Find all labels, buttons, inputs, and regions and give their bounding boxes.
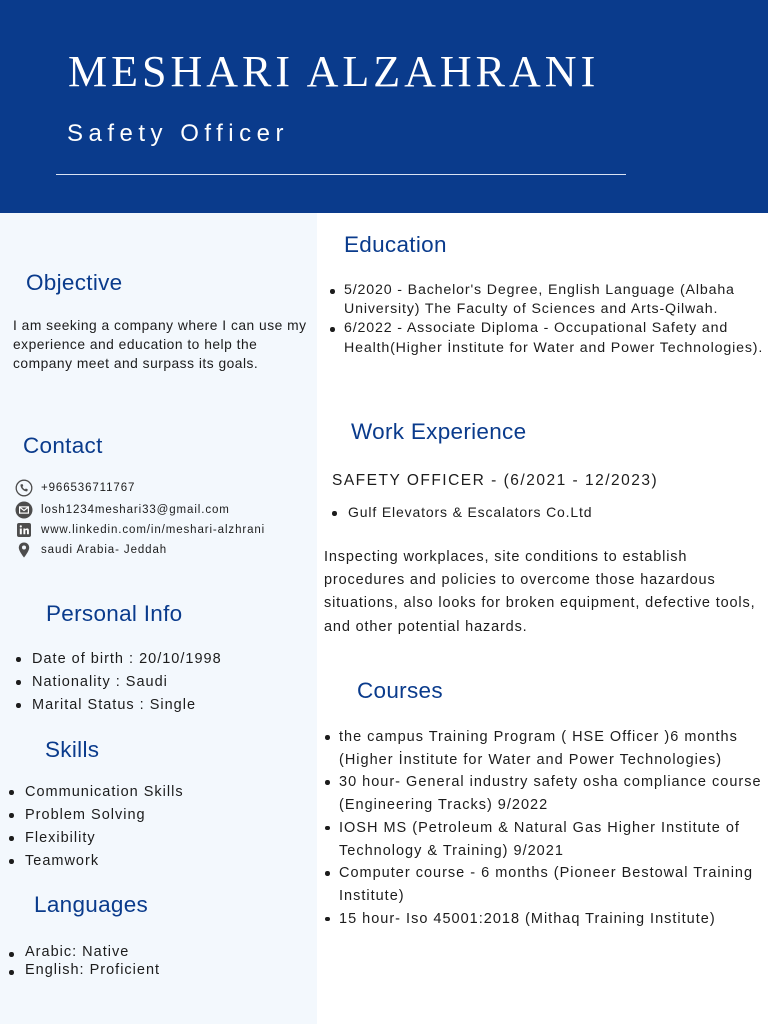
company-list bbox=[330, 502, 592, 522]
objective-heading: Objective bbox=[26, 270, 123, 295]
list-item: IOSH MS (Petroleum & Natural Gas Higher Institute of Technology & Training) 9/2021 bbox=[322, 817, 764, 862]
list-item: 5/2020 - Bachelor's Degree, English Language (Albaha University) The Faculty of Sciences and Arts-Qilwah. bbox=[324, 281, 764, 319]
company-name: Gulf Elevators & Escalators Co.Ltd bbox=[330, 502, 592, 522]
list-item: Date of birth : 20/10/1998 bbox=[14, 648, 222, 671]
skills-heading: Skills bbox=[45, 737, 100, 762]
contact-phone-text: +966536711767 bbox=[41, 482, 136, 494]
list-item: Nationality : Saudi bbox=[14, 671, 222, 694]
list-item: Flexibility bbox=[7, 827, 184, 850]
phone-icon bbox=[14, 479, 34, 497]
list-item: 15 hour- Iso 45001:2018 (Mithaq Training Institute) bbox=[322, 908, 764, 931]
courses-list bbox=[322, 726, 764, 930]
education-list bbox=[324, 281, 764, 358]
contact-phone bbox=[14, 479, 135, 497]
contact-email bbox=[14, 501, 230, 519]
list-item: Marital Status : Single bbox=[14, 694, 222, 717]
courses-heading: Courses bbox=[357, 678, 443, 703]
contact-linkedin bbox=[14, 521, 265, 539]
linkedin-icon bbox=[14, 521, 34, 539]
work-description: Inspecting workplaces, site conditions to establish procedures and policies to overcome those hazardous situations, also looks for broken equipment, defective tools, and other potential hazards. bbox=[324, 549, 756, 635]
skills-list bbox=[7, 781, 184, 873]
work-experience-heading: Work Experience bbox=[351, 419, 527, 444]
list-item: Arabic: Native bbox=[7, 943, 160, 961]
candidate-name: MESHARI ALZAHRANI bbox=[68, 47, 600, 96]
job-title: SAFETY OFFICER - (6/2021 - 12/2023) bbox=[332, 472, 659, 489]
list-item: Communication Skills bbox=[7, 781, 184, 804]
header-divider bbox=[56, 174, 626, 175]
contact-location bbox=[14, 541, 167, 559]
header-banner bbox=[0, 0, 768, 213]
objective-text: I am seeking a company where I can use my experience and education to help the company meet and surpass its goals. bbox=[13, 318, 307, 371]
personal-info-heading: Personal Info bbox=[46, 601, 183, 626]
list-item: 30 hour- General industry safety osha compliance course (Engineering Tracks) 9/2022 bbox=[322, 771, 764, 816]
email-icon bbox=[14, 501, 34, 519]
list-item: English: Proficient bbox=[7, 961, 160, 979]
contact-linkedin-text: www.linkedin.com/in/meshari-alzhrani bbox=[41, 524, 266, 536]
languages-list bbox=[7, 943, 160, 979]
contact-heading: Contact bbox=[23, 433, 103, 458]
location-icon bbox=[14, 541, 34, 559]
personal-info-list bbox=[14, 648, 222, 717]
contact-location-text: saudi Arabia- Jeddah bbox=[41, 544, 168, 556]
list-item: Problem Solving bbox=[7, 804, 184, 827]
education-heading: Education bbox=[344, 232, 447, 257]
list-item: Computer course - 6 months (Pioneer Bestowal Training Institute) bbox=[322, 862, 764, 907]
contact-email-text: losh1234meshari33@gmail.com bbox=[41, 504, 230, 516]
list-item: 6/2022 - Associate Diploma - Occupational Safety and Health(Higher İnstitute for Water and Power Technologies). bbox=[324, 319, 764, 357]
languages-heading: Languages bbox=[34, 892, 149, 917]
list-item: Teamwork bbox=[7, 850, 184, 873]
list-item: the campus Training Program ( HSE Officer )6 months (Higher İnstitute for Water and Power Technologies) bbox=[322, 726, 764, 771]
candidate-role: Safety Officer bbox=[67, 120, 289, 147]
